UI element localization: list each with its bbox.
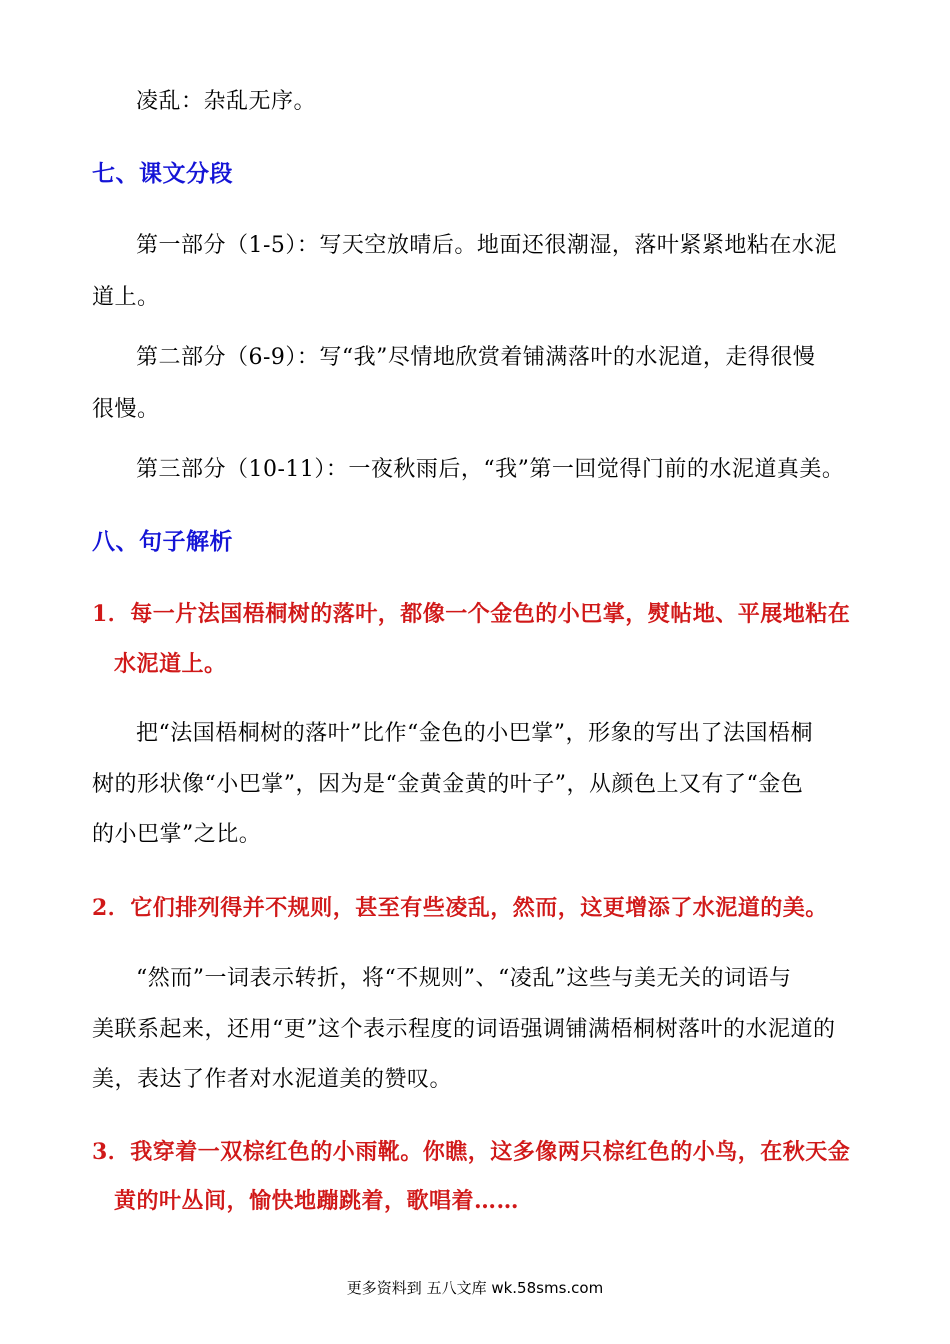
part1-text-cont: 道上。 xyxy=(92,285,160,310)
footer-text: 更多资料到 五八文库 wk.58sms.com xyxy=(346,1279,604,1297)
sentence-3-cont: 黄的叶丛间，愉快地蹦跳着，歌唱着…… xyxy=(114,1188,520,1214)
section-heading-7: 七、课文分段 xyxy=(92,160,233,187)
analysis-1-line3: 的小巴掌”之比。 xyxy=(92,822,262,847)
sentence-2: 2．它们排列得并不规则，甚至有些凌乱，然而，这更增添了水泥道的美。 xyxy=(92,895,828,921)
part2-text: 第二部分（6-9）：写“我”尽情地欣赏着铺满落叶的水泥道，走得很慢 xyxy=(136,345,816,370)
sentence-3: 3．我穿着一双棕红色的小雨靴。你瞧，这多像两只棕红色的小鸟，在秋天金 xyxy=(92,1139,851,1165)
sentence-1-cont: 水泥道上。 xyxy=(114,651,227,677)
analysis-1-line1: 把“法国梧桐树的落叶”比作“金色的小巴掌”，形象的写出了法国梧桐 xyxy=(136,721,813,746)
section-heading-8: 八、句子解析 xyxy=(92,528,233,555)
sentence-1: 1．每一片法国梧桐树的落叶，都像一个金色的小巴掌，熨帖地、平展地粘在 xyxy=(92,601,851,627)
analysis-2-line1: “然而”一词表示转折，将“不规则”、“凌乱”这些与美无关的词语与 xyxy=(136,966,792,991)
part1-text: 第一部分（1-5）：写天空放晴后。地面还很潮湿，落叶紧紧地粘在水泥 xyxy=(136,233,837,258)
definition-text: 凌乱：杂乱无序。 xyxy=(136,89,317,114)
analysis-2-line3: 美，表达了作者对水泥道美的赞叹。 xyxy=(92,1067,453,1092)
analysis-1-line2: 树的形状像“小巴掌”，因为是“金黄金黄的叶子”，从颜色上又有了“金色 xyxy=(92,772,804,797)
part2-text-cont: 很慢。 xyxy=(92,397,160,422)
part3-text: 第三部分（10-11）：一夜秋雨后，“我”第一回觉得门前的水泥道真美。 xyxy=(136,457,845,482)
analysis-2-line2: 美联系起来，还用“更”这个表示程度的词语强调铺满梧桐树落叶的水泥道的 xyxy=(92,1017,836,1042)
